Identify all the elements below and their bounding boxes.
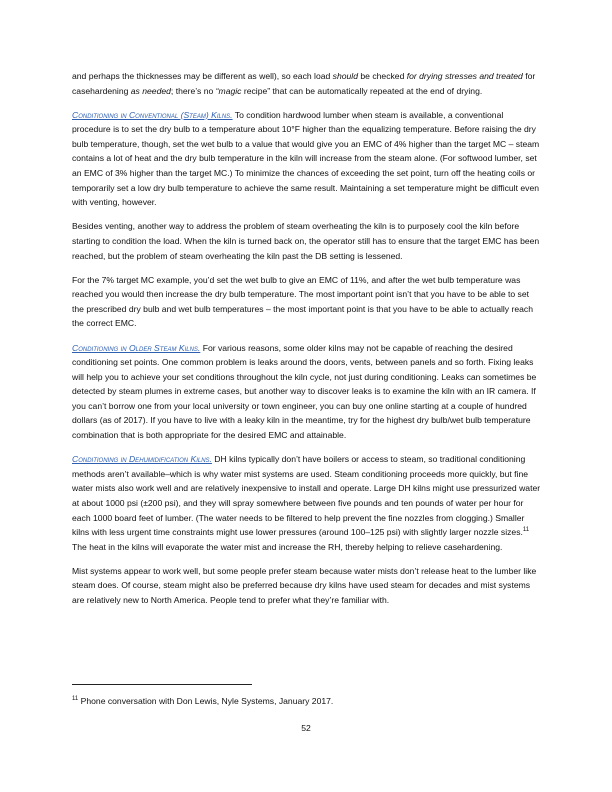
paragraph-text: be checked (358, 71, 407, 81)
section-heading: Conditioning in Conventional (Steam) Kilns. (72, 109, 233, 120)
paragraph (72, 564, 542, 608)
body-text (72, 69, 542, 617)
paragraph (72, 219, 542, 263)
paragraph (72, 452, 542, 554)
emphasized-text: as needed (130, 85, 171, 96)
paragraph (72, 69, 542, 98)
paragraph-text: For various reasons, some older kilns may not be capable of reaching the desired conditioning set points. One common problem is leaks around the doors, vents, between panels and so forth. Fixing leaks will help you to achieve your set conditions throughout the kiln cycle, not just during conditioning. Leaks can sometimes be detected by steam plumes in extreme cases, but another way to discover leaks is to examine the kiln with an IR camera. If you can’t borrow one from your local university or town engineer, you can buy one online starting at a couple of hundred dollars (as of 2017). If you have to live with a leaky kiln in the meantime, try for the highest dry bulb/wet bulb temperature combination that is both appropriate for the desired EMC and attainable. (72, 342, 537, 441)
emphasized-text: “magic (215, 85, 242, 96)
paragraph (72, 341, 542, 443)
footnote (72, 695, 542, 707)
footnote-text: Phone conversation with Don Lewis, Nyle Systems, January 2017. (78, 696, 334, 706)
paragraph-text: To condition hardwood lumber when steam is available, a conventional procedure is to set the dry bulb to a temperature about 10°F higher than the equalizing temperature. Before raising the dry bulb temperature, though, set the wet bulb to a value that would give you an EMC of 4% higher than the target MC – steam contains a lot of heat and the dry bulb temperature in the kiln will increase from the steam alone. (For softwood lumber, set an EMC of 3% higher than the target MC.) To minimize the chances of exceeding the set point, turn off the heating coils or temporarily set a low dry bulb temperature to achieve the same result. Maintaining a set temperature might be difficult even with venting, however. (72, 109, 540, 208)
paragraph-text: For the 7% target MC example, you’d set the wet bulb to give an EMC of 11%, and after the wet bulb temperature was reached you would then increase the dry bulb temperature. The most important point isn’t that you have to be able to set the prescribed dry bulb and wet bulb temperatures – the most important point is that you have to be able to actually reach the correct EMC. (72, 274, 533, 329)
paragraph-text: Mist systems appear to work well, but some people prefer steam because water mists don’t release heat to the lumber like steam does. Of course, steam might also be preferred because dry kilns have used steam for decades and mist systems are relatively new to North America. People tend to prefer what they’re familiar with. (72, 565, 537, 605)
section-heading: Conditioning in Dehumidification Kilns. (72, 454, 212, 465)
emphasized-text: should (332, 71, 358, 81)
paragraph-text: The heat in the kilns will evaporate the water mist and increase the RH, thereby helping to relieve casehardening. (72, 541, 503, 552)
page-number: 52 (301, 723, 311, 733)
paragraph-text: Besides venting, another way to address the problem of steam overheating the kiln is to purposely cool the kiln before starting to condition the load. When the kiln is turned back on, the operator still has to ensure that the target EMC has been reached, but the problem of steam overheating the kiln past the DB setting is lessened. (72, 221, 540, 261)
paragraph-text: DH kilns typically don’t have boilers or access to steam, so traditional conditioning methods aren’t available–which is why water mist systems are used. Steam conditioning proceeds more quickly, but fine water mists also work well and are relatively inexpensive to install and operate. Large DH kilns might use pressurized water at about 1000 psi (±200 psi), and they will spray somewhere between five pounds and ten pounds of water per hour for each 1000 board feet of lumber. (The water needs to be filtered to help prevent the fine nozzles from clogging.) Smaller kilns with less urgent time constraints might use lower pressures (around 100–125 psi) with slightly larger nozzle sizes. (72, 454, 541, 538)
footnote-marker: 11 (72, 696, 79, 703)
paragraph (72, 273, 542, 331)
section-heading: Conditioning in Older Steam Kilns. (72, 342, 201, 353)
paragraph (72, 108, 542, 210)
paragraph-text: ; there’s no (170, 85, 216, 96)
emphasized-text: for drying stresses and treated (406, 71, 523, 81)
footnote-reference: 11 (522, 527, 530, 534)
paragraph-text: for casehardening (72, 71, 536, 96)
paragraph-text: recipe” that can be automatically repeated at the end of drying. (241, 85, 483, 96)
footnote-separator (72, 684, 252, 685)
paragraph-text: and perhaps the thicknesses may be different as well), so each load (72, 71, 333, 81)
